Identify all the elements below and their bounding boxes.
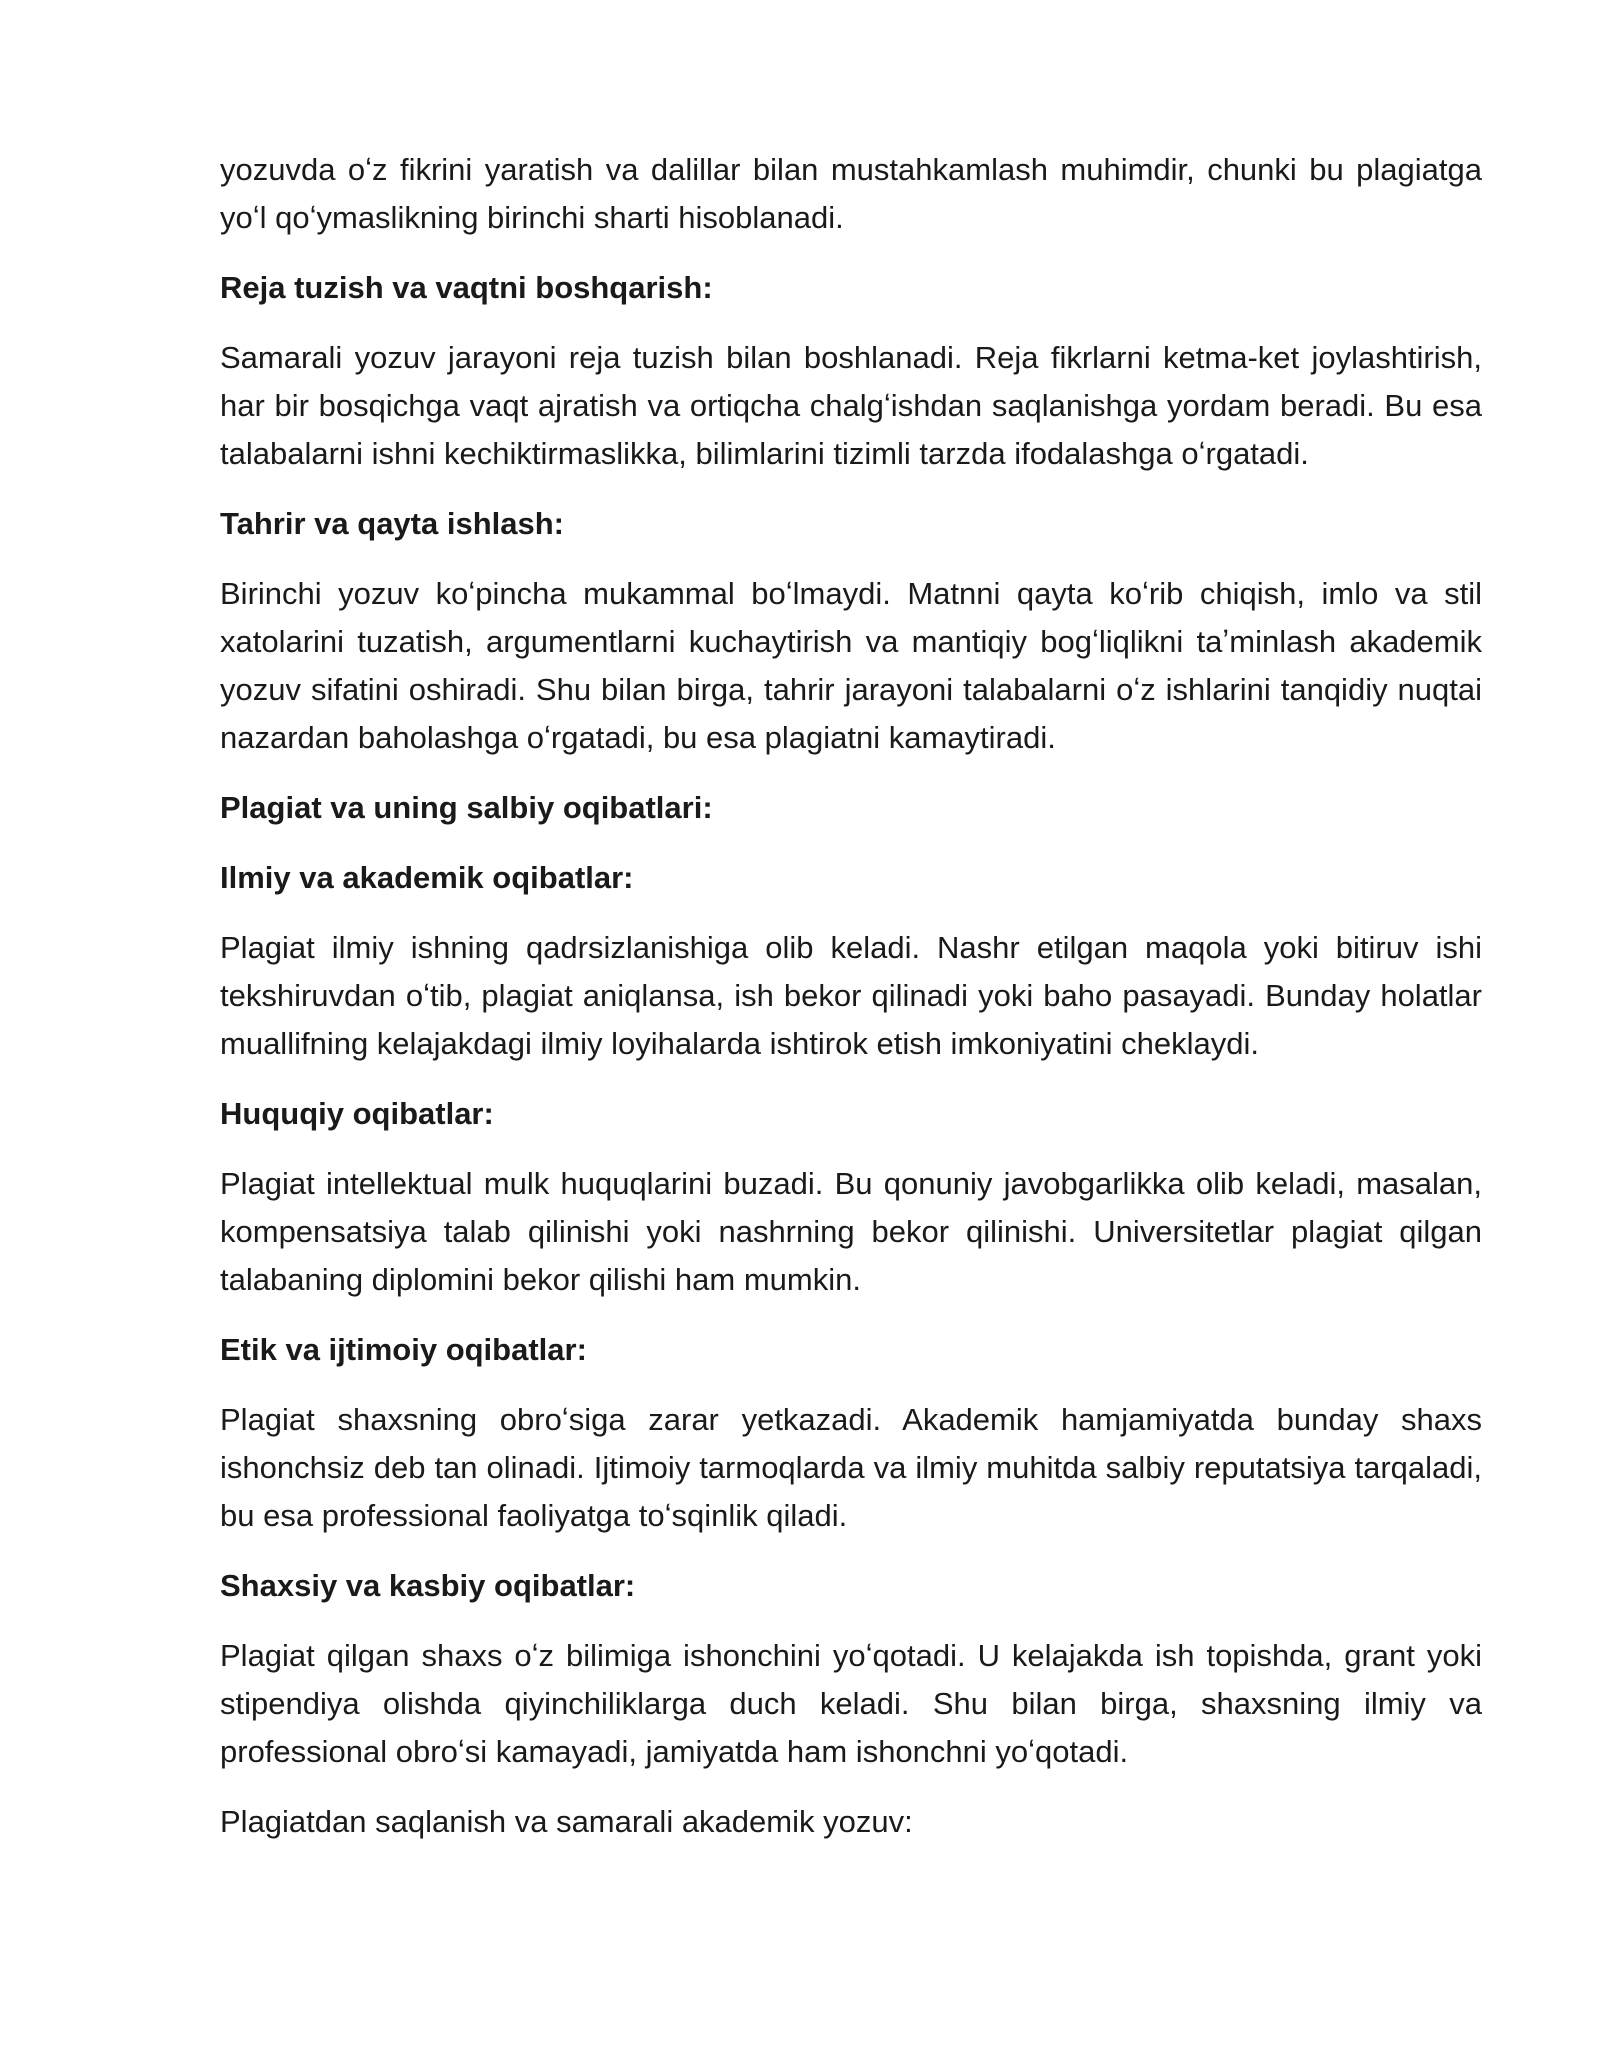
heading-personal-consequences: Shaxsiy va kasbiy oqibatlar: xyxy=(220,1568,636,1603)
heading-ethical-consequences: Etik va ijtimoiy oqibatlar: xyxy=(220,1332,587,1367)
document-page xyxy=(220,146,1482,1868)
paragraph-avoidance-intro: Plagiatdan saqlanish va samarali akademik yozuv: xyxy=(220,1804,913,1839)
heading-planning: Reja tuzish va vaqtni boshqarish: xyxy=(220,270,713,305)
heading-plagiarism-consequences: Plagiat va uning salbiy oqibatlari: xyxy=(220,790,713,825)
heading-editing: Tahrir va qayta ishlash: xyxy=(220,506,564,541)
paragraph-intro: yozuvda oʻz fikrini yaratish va dalillar bilan mustahkamlash muhimdir, chunki bu plagiatga yoʻl qoʻymaslikning birinchi sharti hisoblanadi. xyxy=(220,152,1482,235)
heading-academic-consequences: Ilmiy va akademik oqibatlar: xyxy=(220,860,634,895)
paragraph-planning: Samarali yozuv jarayoni reja tuzish bilan boshlanadi. Reja fikrlarni ketma-ket joylashtirish, har bir bosqichga vaqt ajratish va ortiqcha chalgʻishdan saqlanishga yordam beradi. Bu esa talabalarni ishni kechiktirmaslikka, bilimlarini tizimli tarzda ifodalashga oʻrgatadi. xyxy=(220,340,1482,471)
paragraph-personal-consequences: Plagiat qilgan shaxs oʻz bilimiga ishonchini yoʻqotadi. U kelajakda ish topishda, grant yoki stipendiya olishda qiyinchiliklarga duch keladi. Shu bilan birga, shaxsning ilmiy va professional obroʻsi kamayadi, jamiyatda ham ishonchni yoʻqotadi. xyxy=(220,1638,1482,1769)
paragraph-editing: Birinchi yozuv koʻpincha mukammal boʻlmaydi. Matnni qayta koʻrib chiqish, imlo va stil xatolarini tuzatish, argumentlarni kuchaytirish va mantiqiy bogʻliqlikni taʼminlash akademik yozuv sifatini oshiradi. Shu bilan birga, tahrir jarayoni talabalarni oʻz ishlarini tanqidiy nuqtai nazardan baholashga oʻrgatadi, bu esa plagiatni kamaytiradi. xyxy=(220,576,1482,755)
paragraph-legal-consequences: Plagiat intellektual mulk huquqlarini buzadi. Bu qonuniy javobgarlikka olib keladi, masalan, kompensatsiya talab qilinishi yoki nashrning bekor qilinishi. Universitetlar plagiat qilgan talabaning diplomini bekor qilishi ham mumkin. xyxy=(220,1166,1482,1297)
heading-legal-consequences: Huquqiy oqibatlar: xyxy=(220,1096,494,1131)
paragraph-academic-consequences: Plagiat ilmiy ishning qadrsizlanishiga olib keladi. Nashr etilgan maqola yoki bitiruv ishi tekshiruvdan oʻtib, plagiat aniqlansa, ish bekor qilinadi yoki baho pasayadi. Bunday holatlar muallifning kelajakdagi ilmiy loyihalarda ishtirok etish imkoniyatini cheklaydi. xyxy=(220,930,1482,1061)
paragraph-ethical-consequences: Plagiat shaxsning obroʻsiga zarar yetkazadi. Akademik hamjamiyatda bunday shaxs ishonchsiz deb tan olinadi. Ijtimoiy tarmoqlarda va ilmiy muhitda salbiy reputatsiya tarqaladi, bu esa professional faoliyatga toʻsqinlik qiladi. xyxy=(220,1402,1482,1533)
